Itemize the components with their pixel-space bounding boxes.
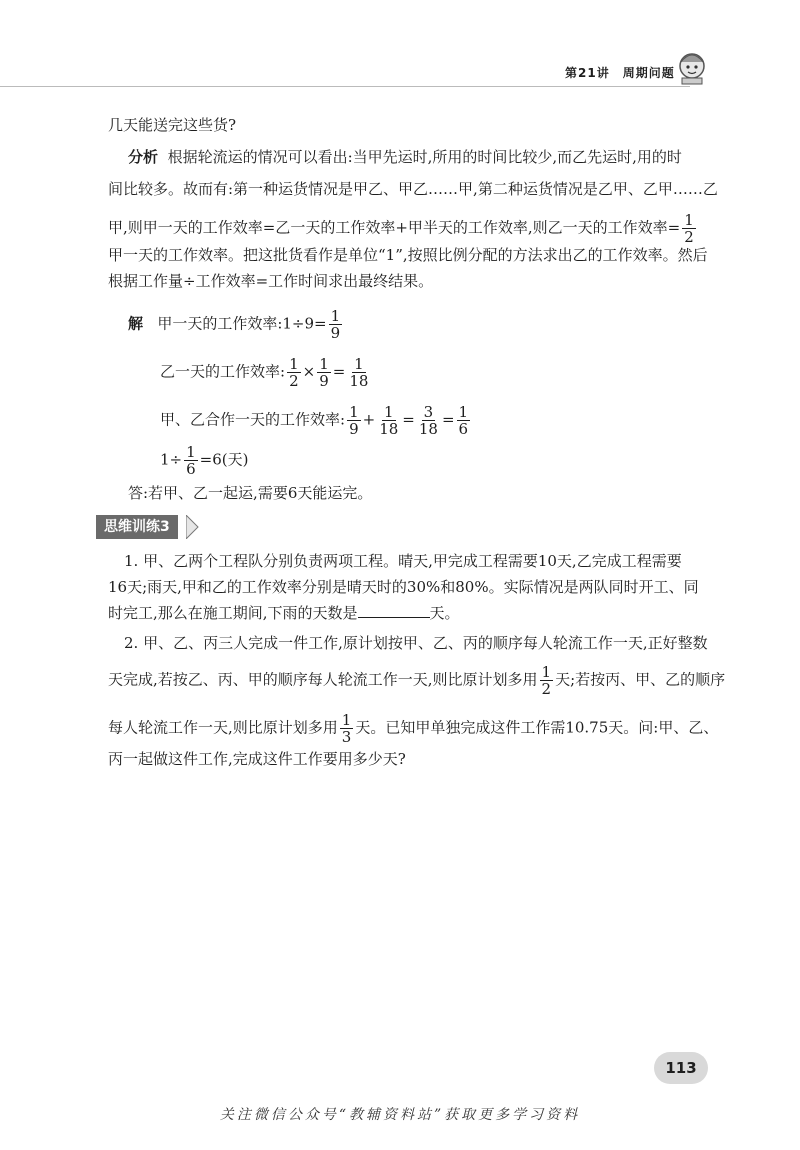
step-text: 乙一天的工作效率: — [160, 362, 286, 381]
question-1-line-2: 16天;雨天,甲和乙的工作效率分别是晴天时的30%和80%。实际情况是两队同时开工、同 — [108, 578, 699, 596]
analysis-text-1: 根据轮流运的情况可以看出:当甲先运时,所用的时间比较少,而乙先运时,用的时 — [167, 148, 682, 166]
fraction: $\frac{1}{18}$ — [379, 403, 399, 438]
analysis-text-3: 甲,则甲一天的工作效率=乙一天的工作效率+甲半天的工作效率,则乙一天的工作效率= — [108, 218, 681, 237]
solution-label: 解 — [128, 314, 144, 333]
fraction: $\frac{1}{3}$ — [341, 711, 352, 746]
question-1-line-3: 时完工,那么在施工期间,下雨的天数是 天。 — [108, 604, 460, 622]
question-2-line-1: 2. 甲、乙、丙三人完成一件工作,原计划按甲、乙、丙的顺序每人轮流工作一天,正好整数 — [124, 634, 708, 652]
section-arrow-icon — [186, 515, 210, 543]
fraction: $\frac{3}{18}$ — [418, 403, 438, 438]
solution-step-3: 甲、乙合作一天的工作效率: $\frac{1}{9}$ + $\frac{1}{18}$ = $\frac{3}{18}$ = $\frac{1}{6}$ — [160, 403, 469, 438]
mascot-icon — [674, 50, 710, 90]
fraction: $\frac{1}{9}$ — [349, 403, 359, 438]
fraction: $\frac{1}{6}$ — [458, 403, 469, 438]
page-header-title: 第21讲 周期问题 — [565, 66, 675, 80]
analysis-line-3 — [108, 212, 698, 245]
fraction: $\frac{1}{2}$ — [541, 663, 552, 698]
question-1-line-1: 1. 甲、乙两个工程队分别负责两项工程。晴天,甲完成工程需要10天,乙完成工程需要 — [124, 552, 682, 570]
fraction: $\frac{1}{9}$ — [330, 307, 341, 342]
solution-step-4: 1÷ $\frac{1}{6}$ =6(天) — [160, 443, 249, 478]
step-text: 甲、乙合作一天的工作效率: — [160, 410, 346, 429]
page-number: 113 — [654, 1052, 708, 1084]
question-2-line-2: 天完成,若按乙、丙、甲的顺序每人轮流工作一天,则比原计划多用 $\frac{1}{2}$ 天;若按丙、甲、乙的顺序 — [108, 663, 726, 698]
analysis-line-4: 甲一天的工作效率。把这批货看作是单位“1”,按照比例分配的方法求出乙的工作效率。然后 — [108, 246, 708, 264]
analysis-label: 分析 — [128, 148, 159, 166]
answer-blank — [358, 603, 430, 618]
question-2-line-4: 丙一起做这件工作,完成这件工作要用多少天? — [108, 750, 406, 768]
continued-line: 几天能送完这些货? — [108, 116, 237, 134]
footer-watermark: 关注微信公众号“教辅资料站”获取更多学习资料 — [219, 1107, 581, 1123]
fraction: $\frac{1}{2}$ — [289, 355, 299, 390]
fraction: $\frac{1}{9}$ — [319, 355, 329, 390]
step-text: 甲一天的工作效率:1÷9= — [157, 314, 327, 333]
analysis-line-1 — [128, 146, 682, 168]
section-title: 思维训练3 — [96, 515, 178, 539]
fraction: $\frac{1}{2}$ — [684, 211, 694, 246]
fraction: $\frac{1}{18}$ — [349, 355, 369, 390]
solution-answer: 答:若甲、乙一起运,需要6天能运完。 — [128, 484, 373, 502]
fraction: $\frac{1}{6}$ — [186, 443, 196, 478]
question-2-line-3: 每人轮流工作一天,则比原计划多用 $\frac{1}{3}$ 天。已知甲单独完成这件工作需10.75天。问:甲、乙、 — [108, 711, 719, 746]
solution-step-1 — [128, 308, 344, 341]
analysis-line-2: 间比较多。故而有:第一种运货情况是甲乙、甲乙……甲,第二种运货情况是乙甲、乙甲……乙 — [108, 180, 718, 198]
header-rule — [0, 86, 690, 87]
analysis-line-5: 根据工作量÷工作效率=工作时间求出最终结果。 — [108, 272, 434, 290]
solution-step-2: 乙一天的工作效率: $\frac{1}{2}$ × $\frac{1}{9}$ = $\frac{1}{18}$ — [160, 355, 369, 390]
